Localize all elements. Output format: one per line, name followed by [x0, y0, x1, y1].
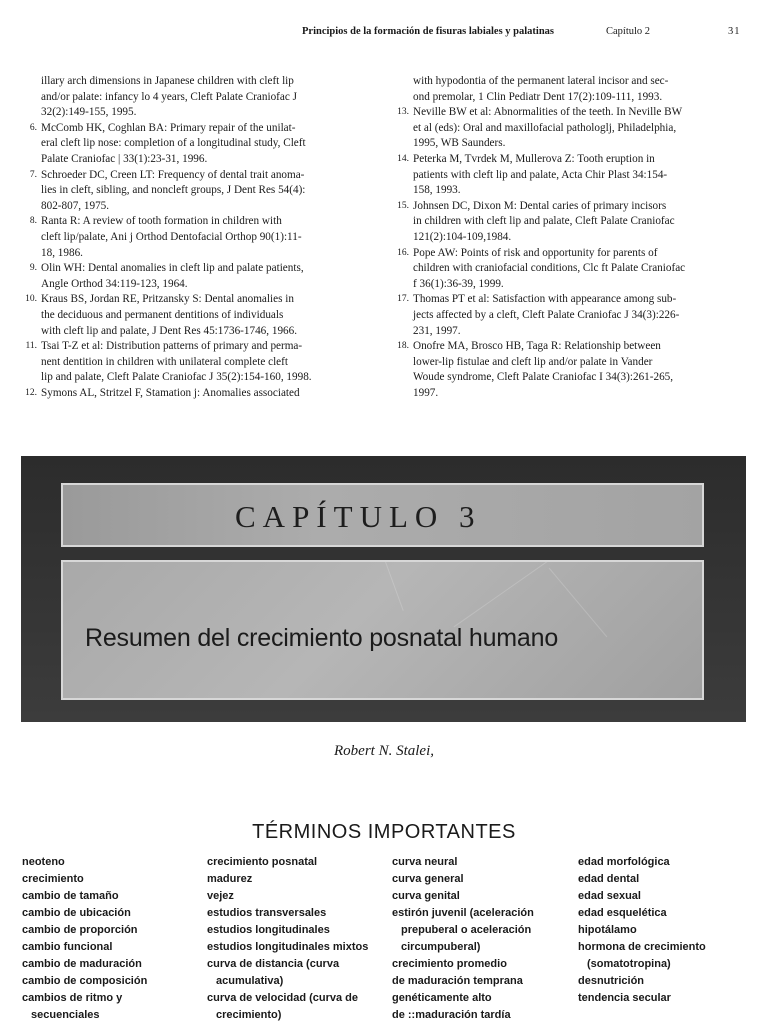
- reference-line: eral cleft lip nose: completion of a longitudinal study, Cleft: [41, 137, 306, 150]
- term-item: estirón juvenil (aceleración: [392, 907, 534, 919]
- term-item: crecimiento): [216, 1009, 282, 1021]
- reference-line: Schroeder DC, Creen LT: Frequency of dental trait anoma-: [41, 168, 305, 181]
- reference-entry: [20, 386, 370, 402]
- texture-crack: [454, 560, 553, 627]
- term-item: curva de velocidad (curva de: [207, 992, 359, 1004]
- reference-number: 12.: [25, 387, 37, 398]
- reference-number: 10.: [25, 294, 37, 305]
- reference-entry: [20, 339, 370, 386]
- reference-entry: [392, 105, 748, 152]
- term-item: crecimiento promedio: [392, 958, 507, 970]
- author-name: Robert N. Stalei,: [334, 743, 434, 759]
- chapter-banner: [21, 456, 746, 722]
- reference-line: Peterka M, Tvrdek M, Mullerova Z: Tooth eruption in: [413, 152, 655, 165]
- reference-line: Onofre MA, Brosco HB, Taga R: Relationship between: [413, 340, 661, 353]
- reference-line: Pope AW: Points of risk and opportunity for parents of: [413, 246, 658, 259]
- reference-number: 15.: [397, 200, 409, 211]
- reference-line: nent dentition in children with unilateral complete cleft: [41, 355, 288, 368]
- reference-number: 6.: [29, 122, 37, 133]
- reference-line: Symons AL, Stritzel F, Stamation j: Anomalies associated: [41, 386, 300, 399]
- running-title: Principios de la formación de fisuras labiales y palatinas: [302, 26, 555, 37]
- reference-line: in children with cleft lip and palate, Cleft Palate Craniofac: [413, 215, 675, 228]
- chapter-label-box: [61, 483, 704, 547]
- reference-entry: [392, 74, 748, 105]
- reference-entry: [20, 168, 370, 215]
- reference-entry: [20, 261, 370, 292]
- term-item: crecimiento posnatal: [207, 856, 318, 868]
- reference-line: with hypodontia of the permanent lateral incisor and sec-: [413, 75, 669, 87]
- reference-entry: [20, 214, 370, 261]
- reference-entry: [392, 292, 748, 339]
- reference-line: and/or palate: infancy lo 4 years, Cleft Palate Craniofac J: [41, 90, 297, 103]
- term-item: cambios de ritmo y: [22, 992, 123, 1004]
- reference-line: 1995, WB Saunders.: [413, 137, 506, 150]
- reference-number: 11.: [25, 341, 37, 352]
- term-item: (somatotropina): [587, 958, 671, 970]
- terms-column-3: [392, 854, 534, 1024]
- term-item: curva de distancia (curva: [207, 958, 340, 970]
- texture-crack: [382, 560, 403, 611]
- reference-line: Woude syndrome, Cleft Palate Craniofac I 34(3):261-265,: [413, 371, 674, 384]
- reference-line: 18, 1986.: [41, 246, 83, 259]
- term-item: circumpuberal): [401, 941, 481, 953]
- reference-line: Johnsen DC, Dixon M: Dental caries of primary incisors: [413, 199, 667, 212]
- reference-line: Tsai T-Z et al: Distribution patterns of primary and perma-: [41, 340, 303, 353]
- reference-line: Neville BW et al: Abnormalities of the teeth. In Neville BW: [413, 106, 683, 119]
- reference-number: 14.: [397, 153, 409, 164]
- reference-entry: [392, 339, 748, 401]
- term-item: secuenciales: [31, 1009, 100, 1021]
- term-item: hipotálamo: [578, 924, 637, 936]
- references-left-column: [20, 74, 370, 401]
- reference-line: ond premolar, 1 Clin Pediatr Dent 17(2):109-111, 1993.: [413, 90, 663, 103]
- term-item: edad dental: [578, 873, 640, 885]
- term-item: estudios transversales: [207, 907, 327, 919]
- term-item: de ::maduración tardía: [392, 1009, 511, 1021]
- reference-line: Kraus BS, Jordan RE, Pritzansky S: Dental anomalies in: [41, 293, 294, 306]
- reference-line: Ranta R: A review of tooth formation in children with: [41, 215, 282, 228]
- term-item: cambio de ubicación: [22, 907, 131, 919]
- term-item: madurez: [207, 873, 253, 885]
- reference-line: lower-lip fistulae and cleft lip and/or palate in Vander: [413, 355, 653, 368]
- reference-number: 13.: [397, 107, 409, 118]
- reference-number: 16.: [397, 247, 409, 258]
- term-item: estudios longitudinales mixtos: [207, 941, 369, 953]
- reference-number: 18.: [397, 341, 409, 352]
- reference-entry: [20, 121, 370, 168]
- reference-entry: [392, 199, 748, 246]
- term-item: curva general: [392, 873, 464, 885]
- term-item: cambio de tamaño: [22, 890, 119, 902]
- terms-heading: TÉRMINOS IMPORTANTES: [252, 821, 516, 843]
- reference-line: et al (eds): Oral and maxillofacial pathologlj, Philadelphia,: [413, 121, 677, 134]
- term-item: crecimiento: [22, 873, 84, 885]
- references-right-column: [392, 74, 748, 401]
- chapter-label: CAPÍTULO 3: [235, 499, 482, 534]
- page-number: 31: [728, 26, 741, 37]
- reference-line: Palate Craniofac | 33(1):23-31, 1996.: [41, 152, 208, 165]
- reference-line: 1997.: [413, 386, 439, 399]
- chapter-title-box: [61, 560, 704, 700]
- term-item: estudios longitudinales: [207, 924, 330, 936]
- reference-line: Thomas PT et al: Satisfaction with appearance among sub-: [413, 293, 677, 306]
- term-item: cambio de proporción: [22, 924, 138, 936]
- reference-line: McComb HK, Coghlan BA: Primary repair of the unilat-: [41, 121, 296, 134]
- reference-line: illary arch dimensions in Japanese children with cleft lip: [41, 75, 294, 87]
- reference-line: cleft lip/palate, Ani j Orthod Dentofacial Orthop 90(1):11-: [41, 230, 302, 243]
- reference-line: Angle Orthod 34:119-123, 1964.: [41, 277, 188, 290]
- term-item: cambio funcional: [22, 941, 113, 953]
- reference-line: lies in cleft, sibling, and noncleft groups, J Dent Res 54(4):: [41, 184, 306, 197]
- term-item: edad morfológica: [578, 856, 670, 868]
- reference-line: with cleft lip and palate, J Dent Res 45:1736-1746, 1966.: [41, 324, 298, 337]
- reference-number: 9.: [29, 263, 37, 274]
- reference-line: children with craniofacial conditions, Clc ft Palate Craniofac: [413, 262, 686, 275]
- reference-line: Olin WH: Dental anomalies in cleft lip and palate patients,: [41, 262, 304, 275]
- term-item: neoteno: [22, 856, 65, 868]
- reference-entry: [392, 152, 748, 199]
- chapter-indicator: Capítulo 2: [606, 26, 651, 37]
- reference-line: f 36(1):36-39, 1999.: [413, 277, 504, 290]
- terms-column-1: [22, 854, 147, 1024]
- reference-line: patients with cleft lip and palate, Acta Chir Plast 34:154-: [413, 168, 668, 181]
- term-item: edad sexual: [578, 890, 641, 902]
- reference-number: 8.: [29, 216, 37, 227]
- reference-number: 7.: [29, 169, 37, 180]
- term-item: genéticamente alto: [392, 992, 492, 1004]
- term-item: desnutrición: [578, 975, 645, 987]
- reference-line: the deciduous and permanent dentitions of individuals: [41, 308, 284, 321]
- reference-line: 121(2):104-109,1984.: [413, 230, 512, 243]
- term-item: acumulativa): [216, 975, 284, 987]
- reference-entry: [20, 292, 370, 339]
- term-item: hormona de crecimiento: [578, 941, 706, 953]
- term-item: cambio de composición: [22, 975, 148, 987]
- reference-line: 231, 1997.: [413, 324, 461, 337]
- terms-column-4: [578, 854, 706, 1007]
- term-item: curva neural: [392, 856, 458, 868]
- reference-entry: [20, 74, 370, 121]
- term-item: vejez: [207, 890, 234, 902]
- term-item: edad esquelética: [578, 907, 667, 919]
- reference-number: 17.: [397, 294, 409, 305]
- term-item: prepuberal o aceleración: [401, 924, 532, 936]
- chapter-title: Resumen del crecimiento posnatal humano: [85, 624, 559, 652]
- term-item: cambio de maduración: [22, 958, 142, 970]
- terms-column-2: [207, 854, 368, 1024]
- reference-line: 802-807, 1975.: [41, 199, 110, 212]
- reference-line: jects affected by a cleft, Cleft Palate Craniofac J 34(3):226-: [413, 308, 680, 321]
- reference-entry: [392, 246, 748, 293]
- reference-line: 32(2):149-155, 1995.: [41, 106, 137, 119]
- reference-line: 158, 1993.: [413, 184, 461, 197]
- term-item: de maduración temprana: [392, 975, 523, 987]
- term-item: tendencia secular: [578, 992, 671, 1004]
- reference-line: lip and palate, Cleft Palate Craniofac J 35(2):154-160, 1998.: [41, 371, 312, 384]
- term-item: curva genital: [392, 890, 460, 902]
